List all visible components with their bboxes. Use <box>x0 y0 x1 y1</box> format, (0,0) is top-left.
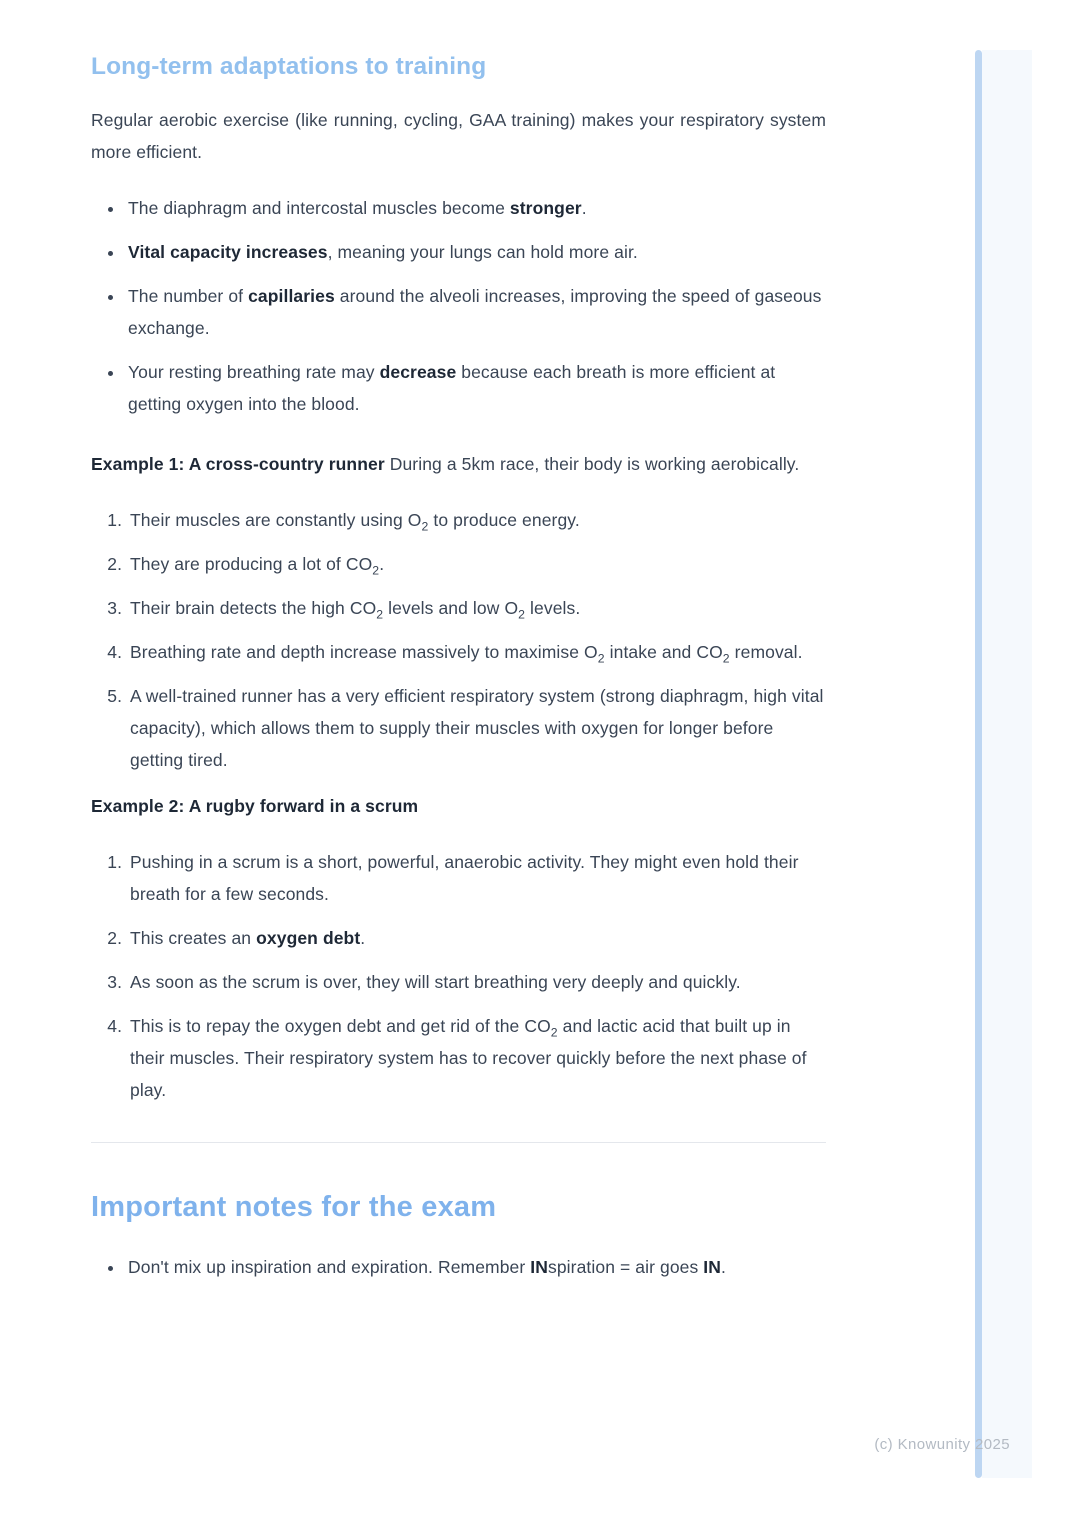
example1-numbered-list <box>91 504 826 776</box>
text-run: Your resting breathing rate may <box>128 362 380 382</box>
section-heading-exam-notes: Important notes for the exam <box>91 1191 497 1223</box>
copyright-notice: (c) Knowunity 2025 <box>874 1436 1010 1453</box>
scrollbar-thumb[interactable] <box>975 50 982 1478</box>
list-item <box>127 548 826 580</box>
subscript-text: 2 <box>722 651 730 666</box>
text-run: Don't mix up inspiration and expiration. Remember <box>128 1257 531 1277</box>
subscript-text: 2 <box>550 1025 558 1040</box>
text-run: Their muscles are constantly using O <box>130 510 422 530</box>
text-run: . <box>360 928 366 948</box>
text-run: . <box>581 198 587 218</box>
list-item <box>127 966 826 998</box>
bold-text: oxygen debt <box>256 928 361 948</box>
text-run: , meaning your lungs can hold more air. <box>327 242 638 262</box>
subscript-text: 2 <box>518 607 526 622</box>
text-run: Pushing in a scrum is a short, powerful, anaerobic activity. They might even hold their breath for a few seconds. <box>130 852 799 904</box>
bold-text: Vital capacity increases <box>128 242 328 262</box>
list-item <box>127 636 826 668</box>
intro-paragraph <box>91 104 826 168</box>
text-run: The diaphragm and intercostal muscles become <box>128 198 510 218</box>
bold-text: stronger <box>509 198 582 218</box>
list-item <box>127 922 826 954</box>
document-content <box>91 52 826 1311</box>
list-item <box>125 280 826 344</box>
example1-paragraph <box>91 448 826 480</box>
bold-text: decrease <box>379 362 457 382</box>
subscript-text: 2 <box>597 651 605 666</box>
text-run: spiration = air goes <box>547 1257 704 1277</box>
text-run: because each breath is more efficient at getting oxygen into the blood. <box>128 362 776 414</box>
text-run: As soon as the scrum is over, they will start breathing very deeply and quickly. <box>130 972 741 992</box>
text-run: This is to repay the oxygen debt and get rid of the CO <box>130 1016 551 1036</box>
section-divider <box>91 1142 826 1143</box>
text-run: . <box>379 554 385 574</box>
text-run: and lactic acid that built up in their muscles. Their respiratory system has to recover quickly before the next phase of play. <box>130 1016 807 1100</box>
text-run: intake and CO <box>604 642 723 662</box>
text-run: Regular aerobic exercise (like running, cycling, GAA training) makes your respiratory system more efficient. <box>91 110 826 162</box>
text-run: The number of <box>128 286 249 306</box>
text-run: Breathing rate and depth increase massively to maximise O <box>130 642 598 662</box>
section-heading-adaptations: Long-term adaptations to training <box>91 53 487 80</box>
text-run: to produce energy. <box>428 510 580 530</box>
bold-text: capillaries <box>248 286 335 306</box>
subscript-text: 2 <box>421 519 429 534</box>
text-run: They are producing a lot of CO <box>130 554 373 574</box>
text-run: . <box>721 1257 726 1277</box>
list-item <box>127 1010 826 1106</box>
scrollbar-track[interactable] <box>982 50 1032 1478</box>
bold-text: IN <box>703 1257 721 1277</box>
example2-numbered-list <box>91 846 826 1106</box>
list-item <box>127 592 826 624</box>
subscript-text: 2 <box>376 607 384 622</box>
list-item <box>127 846 826 910</box>
text-run: levels. <box>525 598 581 618</box>
list-item <box>125 236 826 268</box>
text-run: This creates an <box>130 928 257 948</box>
exam-notes-bullet-list <box>91 1251 826 1283</box>
list-item <box>125 356 826 420</box>
text-run: removal. <box>729 642 803 662</box>
text-run: levels and low O <box>383 598 519 618</box>
text-run: A well-trained runner has a very efficient respiratory system (strong diaphragm, high vital capacity), which allows them to supply their muscles with oxygen for longer before getting tired. <box>130 686 824 770</box>
subscript-text: 2 <box>372 563 380 578</box>
text-run: around the alveoli increases, improving the speed of gaseous exchange. <box>128 286 822 338</box>
list-item <box>125 1251 826 1283</box>
list-item <box>127 680 826 776</box>
list-item <box>125 192 826 224</box>
text-run: Their brain detects the high CO <box>130 598 377 618</box>
adaptations-bullet-list <box>91 192 826 420</box>
text-run: During a 5km race, their body is working aerobically. <box>384 454 800 474</box>
bold-text: IN <box>530 1257 548 1277</box>
example2-heading <box>91 790 826 822</box>
bold-text: Example 2: A rugby forward in a scrum <box>91 796 419 816</box>
bold-text: Example 1: A cross-country runner <box>91 454 385 474</box>
list-item <box>127 504 826 536</box>
